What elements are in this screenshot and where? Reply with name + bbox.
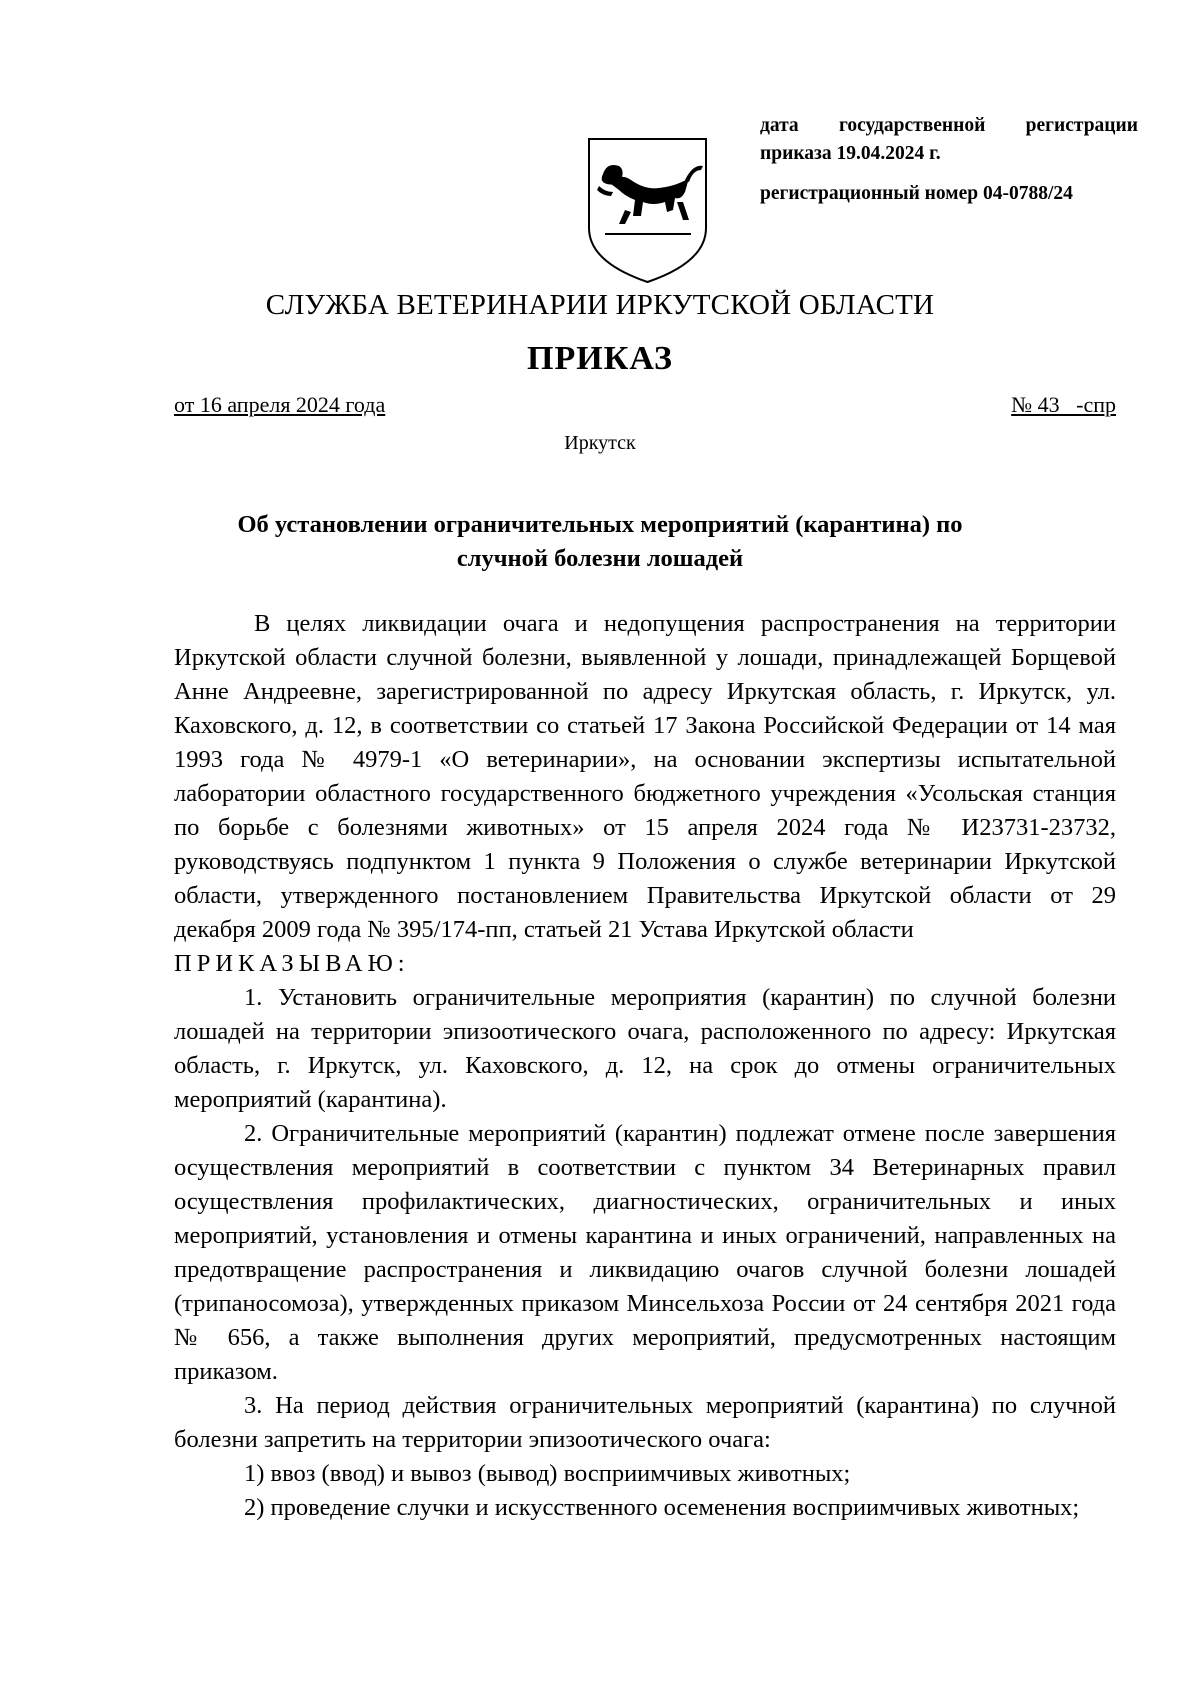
order-date: от 16 апреля 2024 года	[174, 392, 386, 417]
order-number: № 43 -спр	[1011, 392, 1116, 417]
preamble-paragraph: В целях ликвидации очага и недопущения распространения на территории Иркутской области случной болезни, выявленной у лошади, принадлежащей Борщевой Анне Андреевне, зарегистрированной по адресу Иркутская область, г. Иркутск, ул. Каховского, д. 12, в соответствии со статьей 17 Закона Российской Федерации от 14 мая 1993 года № 4979-1 «О ветеринарии», на основании экспертизы испытательной лаборатории областного государственного бюджетного учреждения «Усольская станция по борьбе с болезнями животных» от 15 апреля 2024 года № И23731-23732, руководствуясь подпунктом 1 пункта 9 Положения о службе ветеринарии Иркутской области, утвержденного постановлением Правительства Иркутской области от 29 декабря 2009 года № 395/174-пп, статьей 21 Устава Иркутской области	[174, 610, 1116, 943]
order-subitem-3-1: 1) ввоз (ввод) и вывоз (вывод) восприимчивых животных;	[244, 1460, 851, 1487]
registration-date: приказа 19.04.2024 г.	[760, 143, 941, 164]
order-city: Иркутск	[564, 432, 636, 454]
order-subitem-3-2: 2) проведение случки и искусственного осеменения восприимчивых животных;	[244, 1494, 1080, 1521]
coat-of-arms-emblem	[585, 136, 710, 286]
document-type: ПРИКАЗ	[527, 340, 673, 377]
order-item-3: 3. На период действия ограничительных мероприятий (карантина) по случной болезни запретить на территории эпизоотического очага:	[174, 1392, 1116, 1453]
registration-number: регистрационный номер 04-0788/24	[760, 183, 1073, 204]
registration-block	[760, 112, 1138, 208]
order-word: ПРИКАЗЫВАЮ:	[174, 950, 410, 977]
organization-name: СЛУЖБА ВЕТЕРИНАРИИ ИРКУТСКОЙ ОБЛАСТИ	[265, 289, 935, 321]
order-body	[174, 607, 1116, 1525]
order-item-2: 2. Ограничительные мероприятий (карантин) подлежат отмене после завершения осуществления мероприятий в соответствии с пунктом 34 Ветеринарных правил осуществления профилактических, диагностических, ограничительных и иных мероприятий, установления и отмены карантина и иных ограничений, направленных на предотвращение распространения и ликвидацию очагов случной болезни лошадей (трипаносомоза), утвержденных приказом Минсельхоза России от 24 сентября 2021 года № 656, а также выполнения других мероприятий, предусмотренных настоящим приказом.	[174, 1120, 1116, 1385]
order-item-1: 1. Установить ограничительные мероприятия (карантин) по случной болезни лошадей на территории эпизоотического очага, расположенного по адресу: Иркутская область, г. Иркутск, ул. Каховского, д. 12, на срок до отмены ограничительных мероприятий (карантина).	[174, 984, 1116, 1113]
order-title: Об установлении ограничительных мероприятий (карантина) по случной болезни лошадей	[237, 511, 963, 572]
registration-date-label: дата государственной регистрации	[760, 115, 1138, 136]
